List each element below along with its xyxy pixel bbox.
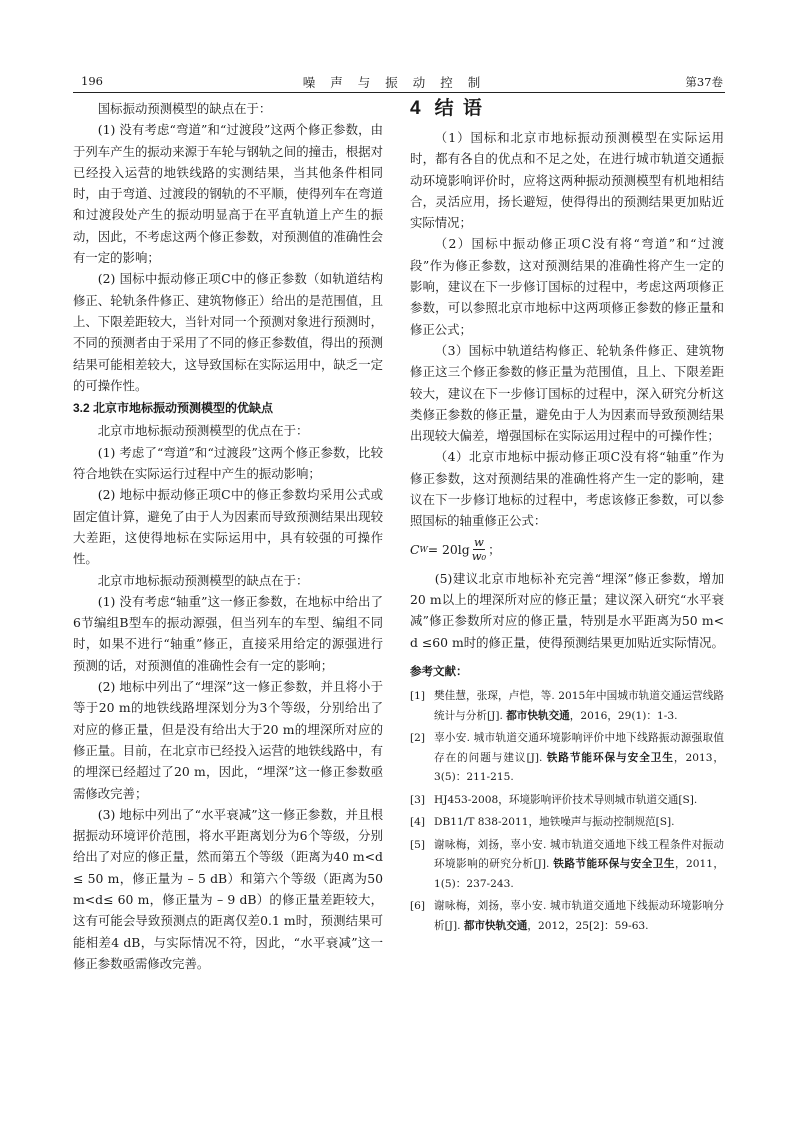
formula-subscript: W xyxy=(419,544,428,554)
formula-denominator: w₀ xyxy=(471,549,487,564)
journal-name: 都市快轨交通 xyxy=(463,919,528,932)
paragraph: (1) 考虑了“弯道”和“过渡段”这两个修正参数，比较符合地铁在实际运行过程中产生的振动影响； xyxy=(73,444,383,482)
reference-index: [5] xyxy=(410,838,426,851)
paragraph: (2) 地标中列出了“埋深”这一修正参数，并且将小于等于20 m的地铁线路埋深划分为3个等级，分别给出了对应的修正量，但是没有给出大于20 m的埋深所对应的修正量。目前，在北京市已经投入运营的地铁线路中，有的埋深已经超过了20 m，因此，“埋深”这一修正参数亟需修改完善； xyxy=(73,679,383,801)
section-title: 结 语 xyxy=(434,98,484,119)
volume-label: 第37卷 xyxy=(685,75,723,89)
section-heading-4 xyxy=(410,97,724,121)
paragraph: （3）国标中轨道结构修正、轮轨条件修正、建筑物修正这三个修正参数的修正量为范围值，且上、下限差距较大，建议在下一步修订国标的过程中，深入研究分析这类修正参数的修正量，避免由于人为因素而导致预测结果出现较大偏差，增强国标在实际运用过程中的可操作性； xyxy=(410,342,724,444)
journal-name: 铁路节能环保与安全卫生 xyxy=(553,858,675,871)
section-number: 4 xyxy=(410,98,423,119)
reference-detail: ，2011，1(5)：237-243. xyxy=(434,858,725,890)
page-number: 196 xyxy=(81,74,103,88)
reference-item xyxy=(410,687,724,726)
formula-end: ； xyxy=(488,541,501,557)
reference-list xyxy=(410,687,724,936)
references-title: 参考文献： xyxy=(410,665,468,678)
journal-name: 都市快轨交通 xyxy=(506,709,570,722)
formula-eq: = 20lg xyxy=(427,541,470,557)
paragraph: (2) 国标中振动修正项C中的修正参数（如轨道结构修正、轮轨条件修正、建筑物修正）给出的是范围值，且上、下限差距较大，当针对同一个预测对象进行预测时，不同的预测者由于采用了不同的修正参数值，得出的预测结果可能相差较大，这导致国标在实际运用中，缺乏一定的可操作性。 xyxy=(73,271,383,393)
section-heading-3-2: 3.2 北京市地标振动预测模型的优缺点 xyxy=(73,401,274,416)
page-header xyxy=(73,70,725,93)
reference-index: [3] xyxy=(410,793,426,806)
reference-index: [1] xyxy=(410,690,426,703)
formula-lhs: C xyxy=(410,541,420,557)
left-column xyxy=(73,98,383,974)
formula-numerator: w xyxy=(474,535,484,550)
reference-text: 辜小安. 城市轨道交通环境影响评价中地下线路振动源强取值存在的问题与建议[J]. xyxy=(434,732,724,764)
reference-detail: ，2012，25[2]：59-63. xyxy=(527,919,649,932)
reference-text: HJ453-2008，环境影响评价技术导则城市轨道交通[S]. xyxy=(434,793,698,806)
reference-index: [4] xyxy=(410,816,426,829)
reference-text: 谢咏梅，刘扬，辜小安. 城市轨道交通地下线工程条件对振动环境影响的研究分析[J]. xyxy=(434,838,724,871)
journal-title: 噪声与振动控制 xyxy=(302,75,496,90)
reference-detail: ，2013，3(5)：211-215. xyxy=(434,751,724,784)
reference-detail: ，2016，29(1)：1-3. xyxy=(569,709,678,722)
reference-index: [6] xyxy=(410,900,426,913)
journal-name: 铁路节能环保与安全卫生 xyxy=(546,751,674,764)
paragraph: （1）国标和北京市地标振动预测模型在实际运用时，都有各自的优点和不足之处，在进行城市轨道交通振动环境影响评价时，应将这两种振动预测模型有机地相结合，灵活应用，扬长避短，使得得出的预测结果更加贴近实际情况； xyxy=(410,130,724,231)
paragraph: (1) 没有考虑“轴重”这一修正参数，在地标中给出了6节编组B型车的振动源强，但当列车的车型、编组不同时，如果不进行“轴重”修正，直接采用给定的源强进行预测的话，对预测值的准确性会有一定的影响； xyxy=(73,593,383,673)
right-column xyxy=(410,98,724,939)
axle-load-formula xyxy=(410,535,724,565)
reference-item xyxy=(410,897,724,936)
paragraph: (1) 没有考虑“弯道”和“过渡段”这两个修正参数，由于列车产生的振动来源于车轮与钢轨之间的撞击，根据对已经投入运营的地铁线路的实测结果，当其他条件相同时，由于弯道、过渡段的钢轨的不平顺，使得列车在弯道和过渡段处产生的振动明显高于在平直轨道上产生的振动，因此，不考虑这两个修正参数，对预测值的准确性会有一定的影响； xyxy=(73,122,383,266)
paragraph: 国标振动预测模型的缺点在于： xyxy=(97,101,272,116)
reference-text: 樊佳慧，张琛，卢恺，等. 2015年中国城市轨道交通运营线路统计与分析[J]. xyxy=(434,690,724,722)
paragraph: (5)建议北京市地标补充完善“埋深”修正参数，增加20 m以上的埋深所对应的修正量；建议深入研究“水平衰减”修正参数所对应的修正量，特别是水平距离为50 m< d ≤60 m时的修正量，使得预测结果更加贴近实际情况。 xyxy=(410,570,724,650)
formula-fraction xyxy=(472,536,486,563)
paragraph: （4）北京市地标中振动修正项C没有将“轴重”作为修正参数，这对预测结果的准确性将产生一定的影响，建议在下一步修订地标的过程中，考虑该修正参数，可以参照国标的轴重修正公式： xyxy=(410,449,724,529)
paragraph: 北京市地标振动预测模型的缺点在于： xyxy=(97,572,309,588)
reference-item xyxy=(410,813,724,833)
paragraph: (3) 地标中列出了“水平衰减”这一修正参数，并且根据振动环境评价范围，将水平距离划分为6个等级，分别给出了对应的修正量，然而第五个等级（距离为40 m<d ≤ 50 m，修正量为 – 5 dB）和第六个等级（距离为50 m<d≤ 60 m，修正量为 – 9 dB）的修正量差距较大，这有可能会导致预测点的距离仅差0.1 m时，预测结果可能相差4 dB，与实际情况不符，因此，“水平衰减”这一修正参数亟需修改完善。 xyxy=(73,806,383,971)
reference-index: [2] xyxy=(410,732,426,745)
reference-text: DB11/T 838-2011，地铁噪声与振动控制规范[S]. xyxy=(434,816,675,829)
paragraph: (2) 地标中振动修正项C中的修正参数均采用公式或固定值计算，避免了由于人为因素而导致预测结果出现较大差距，这使得地标在实际运用中，具有较强的可操作性。 xyxy=(73,487,383,567)
reference-item xyxy=(410,791,724,811)
paragraph: 北京市地标振动预测模型的优点在于： xyxy=(97,423,309,439)
reference-item xyxy=(410,836,724,895)
reference-text: 谢咏梅，刘扬，辜小安. 城市轨道交通地下线振动环境影响分析[J]. xyxy=(434,900,724,932)
paragraph: （2）国标中振动修正项C没有将“弯道”和“过渡段”作为修正参数，这对预测结果的准确性将产生一定的影响，建议在下一步修订国标的过程中，考虑这两项修正参数，可以参照北京市地标中这两项修正参数的修正量和修正公式； xyxy=(410,236,724,337)
reference-item xyxy=(410,729,724,788)
